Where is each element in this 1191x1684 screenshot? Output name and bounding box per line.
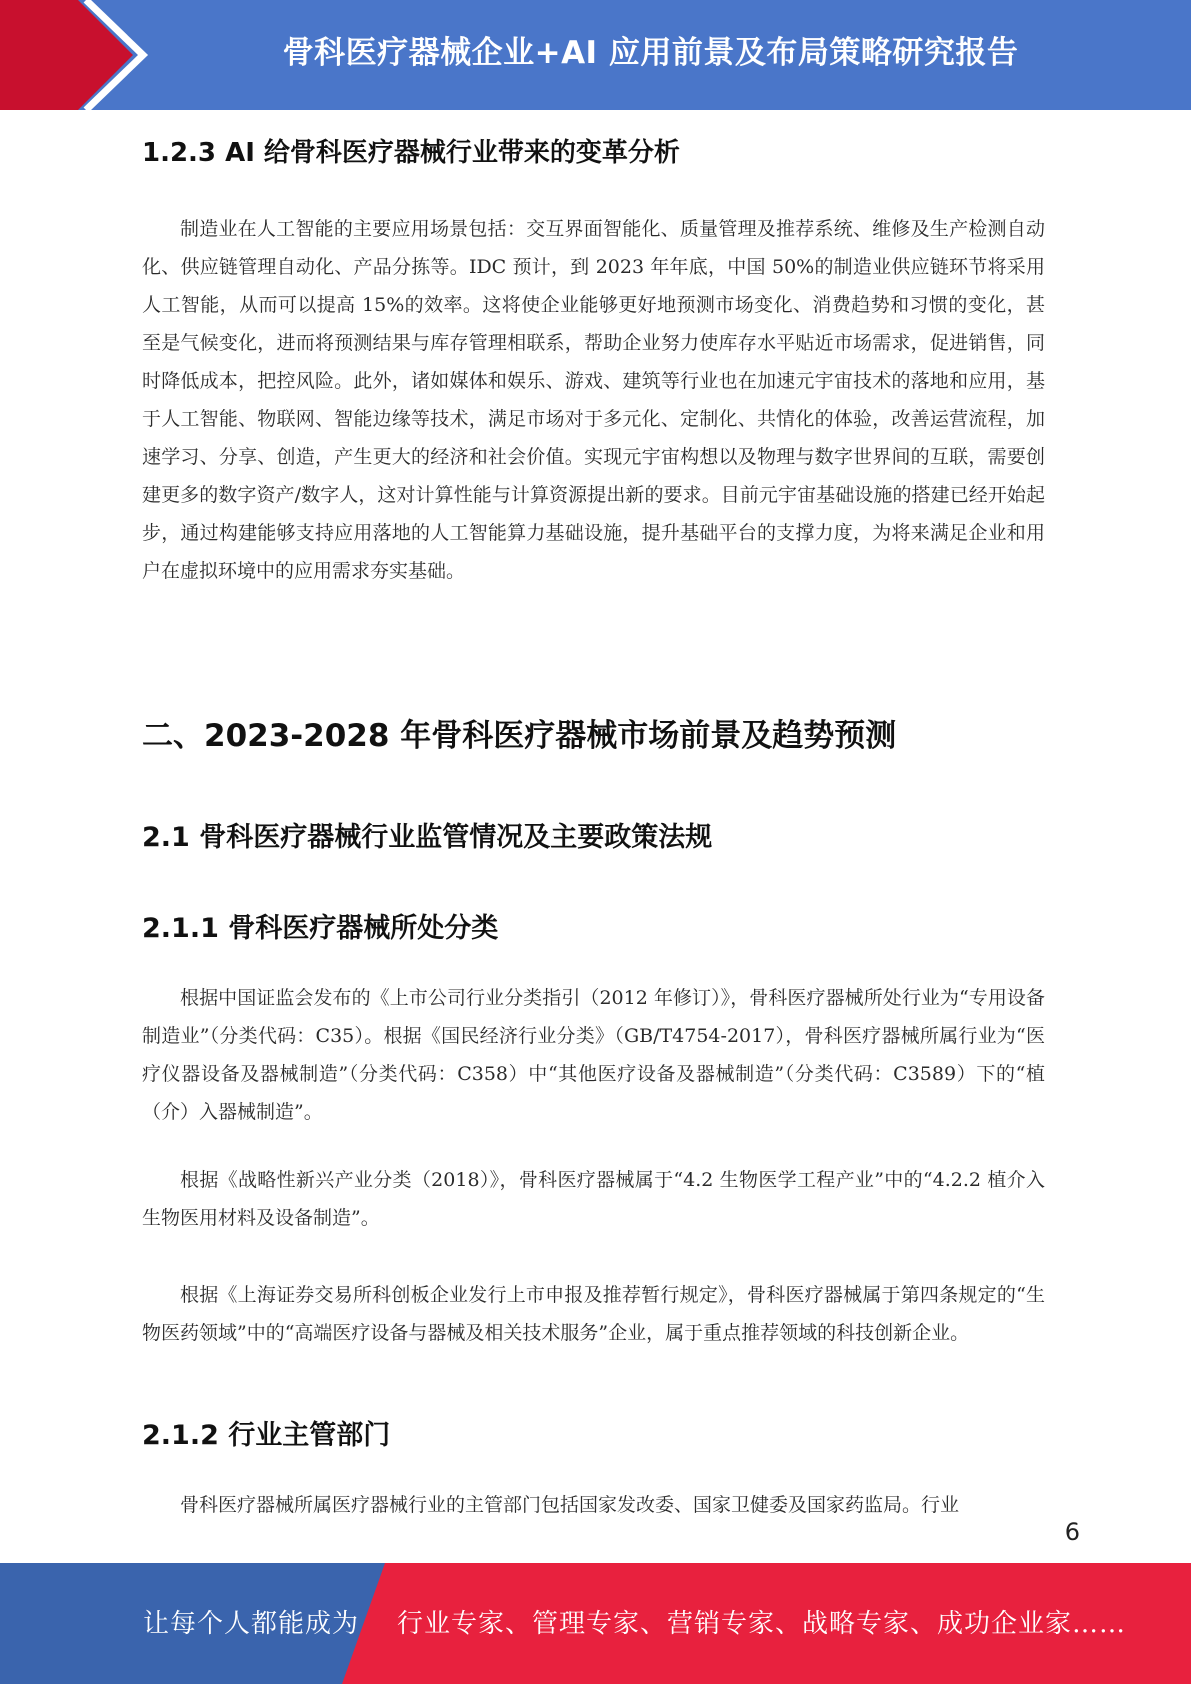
page-number: 6 [1064, 1518, 1080, 1546]
section-heading-2-1-2: 2.1.2 行业主管部门 [142, 1420, 391, 1451]
header-arrow-decoration [0, 0, 160, 110]
footer-slogan-left: 让每个人都能成为 [143, 1609, 360, 1639]
chapter-heading-2: 二、2023-2028 年骨科医疗器械市场前景及趋势预测 [142, 718, 897, 754]
paragraph-classification-1: 根据中国证监会发布的《上市公司行业分类指引（2012 年修订）》，骨科医疗器械所处行业为“专用设备制造业”（分类代码：C35）。根据《国民经济行业分类》（GB/T4754-2017），骨科医疗器械所属行业为“医疗仪器设备及器械制造”（分类代码：C358）中“其他医疗设备及器械制造”（分类代码：C3589）下的“植（介）入器械制造”。 [142, 987, 1045, 1123]
paragraph-classification-3: 根据《上海证券交易所科创板企业发行上市申报及推荐暂行规定》，骨科医疗器械属于第四条规定的“生物医药领域”中的“高端医疗设备与器械及相关技术服务”企业，属于重点推荐领域的科技创新企业。 [142, 1284, 1045, 1344]
paragraph-classification-2: 根据《战略性新兴产业分类（2018）》，骨科医疗器械属于“4.2 生物医学工程产业”中的“4.2.2 植介入生物医用材料及设备制造”。 [142, 1169, 1045, 1229]
section-heading-2-1: 2.1 骨科医疗器械行业监管情况及主要政策法规 [142, 822, 713, 853]
footer-slogan-right: 行业专家、管理专家、营销专家、战略专家、成功企业家…… [397, 1609, 1127, 1639]
section-heading-1-2-3: 1.2.3 AI 给骨科医疗器械行业带来的变革分析 [142, 138, 680, 168]
section-heading-2-1-1: 2.1.1 骨科医疗器械所处分类 [142, 913, 499, 944]
page-header [0, 0, 1191, 110]
paragraph-ai-transformation: 制造业在人工智能的主要应用场景包括：交互界面智能化、质量管理及推荐系统、维修及生产检测自动化、供应链管理自动化、产品分拣等。IDC 预计，到 2023 年年底，中国 50%的制造业供应链环节将采用人工智能，从而可以提高 15%的效率。这将使企业能够更好地预测市场变化、消费趋势和习惯的变化，甚至是气候变化，进而将预测结果与库存管理相联系，帮助企业努力使库存水平贴近市场需求，促进销售，同时降低成本，把控风险。此外，诸如媒体和娱乐、游戏、建筑等行业也在加速元宇宙技术的落地和应用，基于人工智能、物联网、智能边缘等技术，满足市场对于多元化、定制化、共情化的体验，改善运营流程，加速学习、分享、创造，产生更大的经济和社会价值。实现元宇宙构想以及物理与数字世界间的互联，需要创建更多的数字资产/数字人，这对计算性能与计算资源提出新的要求。目前元宇宙基础设施的搭建已经开始起步，通过构建能够支持应用落地的人工智能算力基础设施，提升基础平台的支撑力度，为将来满足企业和用户在虚拟环境中的应用需求夯实基础。 [142, 218, 1045, 582]
paragraph-authorities: 骨科医疗器械所属医疗器械行业的主管部门包括国家发改委、国家卫健委及国家药监局。行业 [180, 1494, 960, 1516]
page-footer [0, 1563, 1191, 1684]
report-title: 骨科医疗器械企业+AI 应用前景及布局策略研究报告 [282, 35, 1019, 71]
